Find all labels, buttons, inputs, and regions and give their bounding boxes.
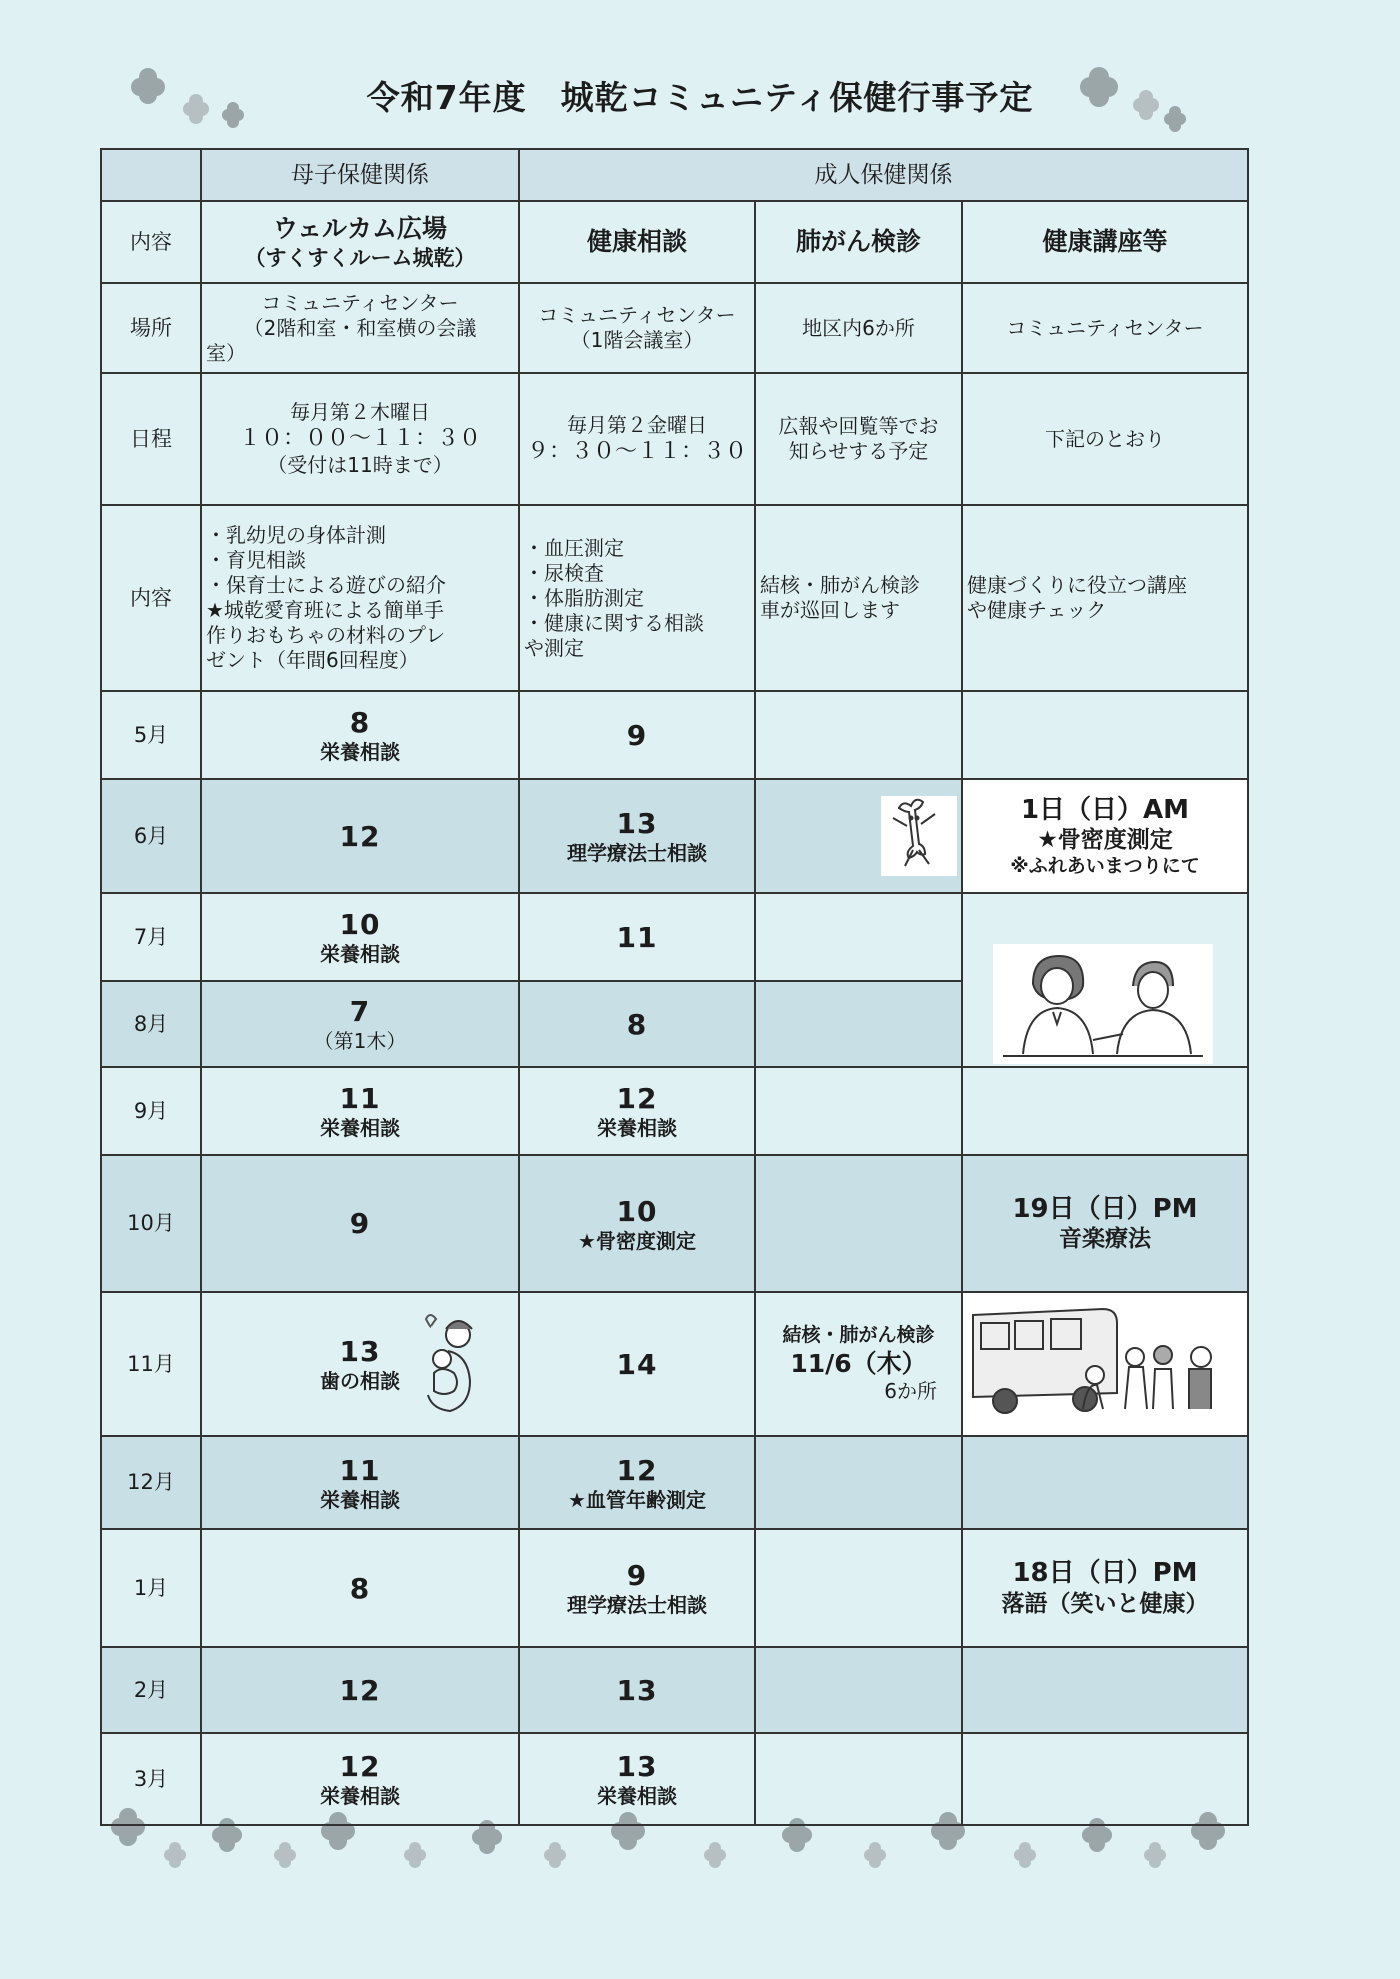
month-row (101, 1647, 1248, 1733)
health-lecture-heading: 健康講座等 (962, 201, 1248, 283)
january-event-cell (962, 1529, 1248, 1647)
lung-cell (755, 1067, 962, 1155)
welcome-date-cell (201, 1292, 519, 1436)
welcome-place-line-1: コミュニティセンター (261, 290, 459, 315)
welcome-date-cell (201, 1733, 519, 1825)
november-lung-title: 結核・肺がん検診 (782, 1324, 935, 1346)
welcome-day: 12 (339, 819, 381, 853)
welcome-day: 11 (339, 1453, 381, 1487)
lung-cell (755, 1647, 962, 1733)
january-event-date: 18日（日）PM (1012, 1558, 1198, 1589)
consult-note: ★骨密度測定 (578, 1228, 696, 1253)
welcome-date-cell (201, 1647, 519, 1733)
lecture-details-line-1: 健康づくりに役立つ講座 (967, 573, 1187, 597)
consult-schedule-day: 毎月第２金曜日 (567, 412, 707, 437)
health-schedule-table (100, 148, 1249, 1826)
june-event-cell (962, 779, 1248, 893)
june-event-note: ※ふれあいまつりにて (1010, 854, 1200, 877)
month-label: 12月 (101, 1436, 201, 1529)
lecture-details (962, 505, 1248, 691)
consult-date-cell (519, 1529, 755, 1647)
month-label: 3月 (101, 1733, 201, 1825)
lung-details (755, 505, 962, 691)
consult-day: 12 (616, 1453, 658, 1487)
row-label-content: 内容 (101, 201, 201, 283)
consult-place-line-2: （1階会議室） (570, 328, 704, 352)
welcome-square-title: ウェルカム広場 (272, 214, 447, 244)
lung-cell (755, 1155, 962, 1292)
lecture-cell (962, 1733, 1248, 1825)
lung-schedule-line-2: 知らせする予定 (788, 439, 929, 463)
month-row (101, 1529, 1248, 1647)
welcome-note: （第1木） (313, 1029, 407, 1053)
lung-cell (755, 1529, 962, 1647)
month-row (101, 779, 1248, 893)
january-event-title: 落語（笑いと健康） (1001, 1590, 1209, 1617)
month-row (101, 1733, 1248, 1825)
november-lung-locations: 6か所 (884, 1379, 937, 1403)
consult-day: 9 (626, 1559, 648, 1592)
lung-schedule-line-1: 広報や回覧等でお (778, 414, 939, 438)
maternal-health-header: 母子保健関係 (201, 149, 519, 201)
welcome-schedule-reception: （受付は11時まで） (267, 452, 453, 477)
welcome-square-subtitle: （すくすくルーム城乾） (244, 245, 476, 270)
consult-date-cell (519, 1292, 755, 1436)
june-event-title: ★骨密度測定 (1037, 827, 1173, 853)
consult-detail-item: ・血圧測定 (524, 535, 624, 560)
welcome-schedule-day: 毎月第２木曜日 (290, 400, 430, 425)
welcome-date-cell (201, 1067, 519, 1155)
welcome-date-cell (201, 691, 519, 779)
month-label: 10月 (101, 1155, 201, 1292)
october-event-title: 音楽療法 (1059, 1226, 1151, 1253)
lung-cell (755, 893, 962, 981)
welcome-date-cell (201, 1529, 519, 1647)
lecture-place: コミュニティセンター (962, 283, 1248, 373)
welcome-day: 12 (339, 1673, 381, 1707)
welcome-day: 10 (339, 908, 381, 941)
november-lung-date: 11/6（木） (790, 1348, 927, 1378)
welcome-date-cell (201, 893, 519, 981)
consult-day: 9 (626, 718, 648, 752)
month-label: 1月 (101, 1529, 201, 1647)
lung-cell (755, 1436, 962, 1529)
lecture-schedule: 下記のとおり (962, 373, 1248, 505)
adult-health-header: 成人保健関係 (519, 149, 1248, 201)
row-label-place: 場所 (101, 283, 201, 373)
welcome-note: 栄養相談 (320, 1784, 400, 1808)
consult-date-cell (519, 1155, 755, 1292)
consult-day: 8 (626, 1007, 648, 1041)
welcome-detail-item: ・保育士による遊びの紹介 (206, 573, 446, 597)
welcome-day: 12 (339, 1750, 381, 1783)
welcome-date-cell (201, 779, 519, 893)
welcome-day: 7 (349, 995, 371, 1028)
lung-cell (755, 981, 962, 1067)
consult-date-cell (519, 1733, 755, 1825)
welcome-day: 8 (349, 706, 371, 739)
lung-cancer-heading: 肺がん検診 (755, 201, 962, 283)
lecture-cell-bus-illustration (962, 1292, 1248, 1436)
consult-place (519, 283, 755, 373)
lung-details-line-1: 結核・肺がん検診 (760, 573, 920, 597)
june-event-date: 1日（日）AM (1020, 794, 1190, 825)
details-row (101, 505, 1248, 691)
clover-decoration-top-right (1060, 65, 1190, 135)
consult-detail-item: ・健康に関する相談 (524, 610, 704, 635)
month-label: 6月 (101, 779, 201, 893)
welcome-schedule (201, 373, 519, 505)
welcome-square-heading (201, 201, 519, 283)
month-label: 8月 (101, 981, 201, 1067)
welcome-day: 9 (349, 1207, 371, 1240)
month-row (101, 1067, 1248, 1155)
consult-schedule-time: ９：３０～１１：３０ (526, 438, 747, 464)
welcome-place (201, 283, 519, 373)
welcome-detail-item: ・育児相談 (206, 548, 306, 572)
welcome-date-cell (201, 1436, 519, 1529)
october-event-cell (962, 1155, 1248, 1292)
month-label: 9月 (101, 1067, 201, 1155)
month-label: 7月 (101, 893, 201, 981)
welcome-detail-item: ゼント（年間6回程度） (206, 648, 419, 672)
month-label: 11月 (101, 1292, 201, 1436)
lecture-details-line-2: や健康チェック (967, 598, 1107, 622)
welcome-date-cell (201, 1155, 519, 1292)
lecture-cell (962, 1067, 1248, 1155)
screening-bus-illustration (967, 1297, 1237, 1427)
mother-baby-illustration (418, 1307, 478, 1417)
row-label-details: 内容 (101, 505, 201, 691)
consult-date-cell (519, 1647, 755, 1733)
health-consult-heading: 健康相談 (519, 201, 755, 283)
welcome-detail-item: ・乳幼児の身体計測 (206, 523, 386, 547)
consult-date-cell (519, 779, 755, 893)
consult-schedule (519, 373, 755, 505)
place-row (101, 283, 1248, 373)
welcome-place-line-3: 室） (206, 340, 246, 365)
welcome-note: 栄養相談 (320, 1487, 400, 1512)
consult-day: 11 (616, 920, 658, 954)
welcome-note: 栄養相談 (320, 1116, 400, 1140)
welcome-detail-item: 作りおもちゃの材料のプレ (206, 623, 446, 647)
consult-note: ★血管年齢測定 (568, 1487, 706, 1512)
page-title: 令和7年度 城乾コミュニティ保健行事予定 (366, 78, 1034, 117)
welcome-day: 13 (339, 1335, 381, 1368)
content-row (101, 201, 1248, 283)
consult-day: 14 (616, 1347, 658, 1381)
welcome-day: 8 (349, 1571, 371, 1605)
month-row (101, 893, 1248, 981)
welcome-place-line-2: （2階和室・和室横の会議 (243, 315, 477, 340)
month-row (101, 1292, 1248, 1436)
category-header-row (101, 149, 1248, 201)
lung-details-line-2: 車が巡回します (760, 598, 900, 622)
lung-cell (755, 779, 962, 893)
welcome-note: 栄養相談 (320, 740, 400, 764)
month-row (101, 1436, 1248, 1529)
consult-details (519, 505, 755, 691)
welcome-date-cell (201, 981, 519, 1067)
consult-note: 栄養相談 (597, 1784, 677, 1808)
welcome-note: 栄養相談 (320, 942, 400, 966)
month-label: 2月 (101, 1647, 201, 1733)
consult-note: 理学療法士相談 (567, 1593, 707, 1617)
lung-cell (755, 691, 962, 779)
month-row (101, 691, 1248, 779)
consult-day: 13 (616, 1750, 658, 1783)
consult-place-line-1: コミュニティセンター (538, 303, 736, 327)
consult-day: 13 (616, 807, 658, 840)
consultation-people-illustration (993, 944, 1213, 1064)
consult-detail-item: や測定 (524, 635, 584, 660)
bone-character-illustration (881, 796, 957, 876)
welcome-day: 11 (339, 1082, 381, 1115)
lung-schedule (755, 373, 962, 505)
consult-date-cell (519, 1067, 755, 1155)
consult-date-cell (519, 691, 755, 779)
lung-cell (755, 1733, 962, 1825)
lecture-cell (962, 1436, 1248, 1529)
welcome-note: 歯の相談 (320, 1369, 400, 1393)
month-row (101, 1155, 1248, 1292)
lung-place: 地区内6か所 (755, 283, 962, 373)
corner-cell (101, 149, 201, 201)
clover-decoration-top-left (120, 65, 250, 135)
consult-note: 理学療法士相談 (567, 841, 707, 865)
lecture-cell (962, 691, 1248, 779)
consult-note: 栄養相談 (597, 1116, 677, 1140)
schedule-row (101, 373, 1248, 505)
consult-detail-item: ・尿検査 (524, 560, 604, 585)
consult-date-cell (519, 893, 755, 981)
welcome-details (201, 505, 519, 691)
october-event-date: 19日（日）PM (1012, 1193, 1198, 1224)
lecture-cell-consultation-illustration (962, 893, 1248, 1067)
consult-date-cell (519, 981, 755, 1067)
consult-day: 12 (616, 1082, 658, 1115)
welcome-schedule-time: １０：００～１１：３０ (238, 426, 481, 452)
welcome-detail-item: ★城乾愛育班による簡単手 (206, 598, 444, 622)
lecture-cell (962, 1647, 1248, 1733)
consult-detail-item: ・体脂肪測定 (524, 585, 644, 610)
row-label-schedule: 日程 (101, 373, 201, 505)
consult-day: 13 (616, 1673, 658, 1707)
consult-date-cell (519, 1436, 755, 1529)
month-label: 5月 (101, 691, 201, 779)
consult-day: 10 (616, 1194, 658, 1228)
november-lung-cell (755, 1292, 962, 1436)
